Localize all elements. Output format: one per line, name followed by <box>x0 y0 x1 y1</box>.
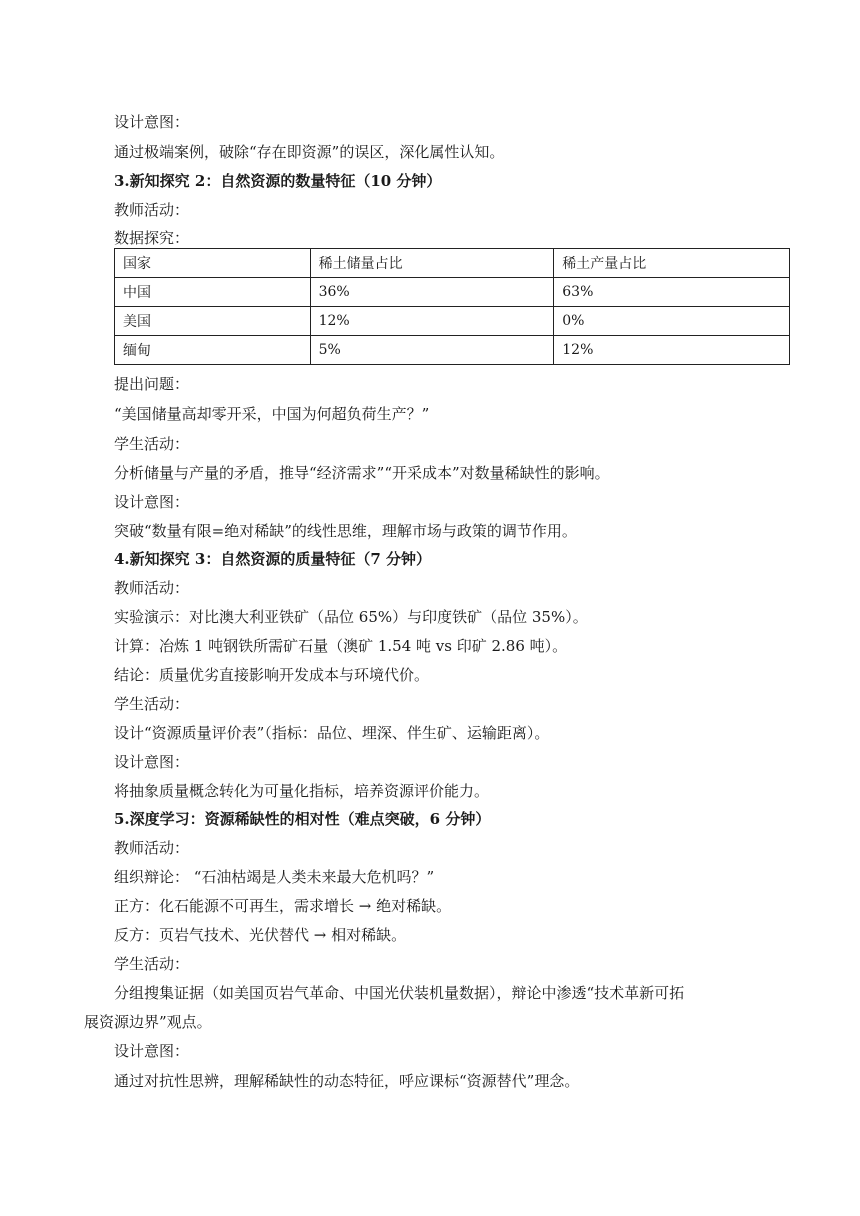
paragraph-label: 数据探究： <box>114 229 190 247</box>
paragraph-text: 正方：化石能源不可再生，需求增长 → 绝对稀缺。 <box>114 897 452 915</box>
table-cell: 36% <box>310 278 554 307</box>
table-cell: 缅甸 <box>115 336 311 365</box>
paragraph-text: 通过对抗性思辨，理解稀缺性的动态特征，呼应课标“资源替代”理念。 <box>114 1072 580 1090</box>
paragraph-label: 学生活动： <box>114 695 190 713</box>
paragraph-label: 教师活动： <box>114 579 190 597</box>
paragraph-text: 反方：页岩气技术、光伏替代 → 相对稀缺。 <box>114 926 407 944</box>
paragraph-label: 学生活动： <box>114 435 190 453</box>
section-heading: 5.深度学习：资源稀缺性的相对性（难点突破，6 分钟） <box>114 810 491 828</box>
paragraph-label: 设计意图： <box>114 1042 190 1060</box>
section-heading: 4.新知探究 3：自然资源的质量特征（7 分钟） <box>114 550 431 568</box>
paragraph-label: 设计意图： <box>114 753 190 771</box>
paragraph-label: 教师活动： <box>114 839 190 857</box>
paragraph-label: 学生活动： <box>114 955 190 973</box>
paragraph-text: 分组搜集证据（如美国页岩气革命、中国光伏装机量数据），辩论中渗透“技术革新可拓 <box>114 984 685 1002</box>
table-header-cell: 稀土储量占比 <box>310 249 554 278</box>
table-row <box>115 278 790 307</box>
table-cell: 63% <box>554 278 790 307</box>
table-header-row <box>115 249 790 278</box>
paragraph-text: 突破“数量有限=绝对稀缺”的线性思维，理解市场与政策的调节作用。 <box>114 522 577 540</box>
paragraph-label: 设计意图： <box>114 113 190 131</box>
paragraph-text: 通过极端案例，破除“存在即资源”的误区，深化属性认知。 <box>114 143 505 161</box>
paragraph-label: 设计意图： <box>114 493 190 511</box>
paragraph-text: 分析储量与产量的矛盾，推导“经济需求”“开采成本”对数量稀缺性的影响。 <box>114 464 610 482</box>
table-header-cell: 稀土产量占比 <box>554 249 790 278</box>
paragraph-label: 教师活动： <box>114 201 190 219</box>
rare-earth-table <box>114 248 790 365</box>
paragraph-text: 展资源边界”观点。 <box>84 1013 212 1031</box>
paragraph-label: 提出问题： <box>114 375 190 393</box>
table-cell: 中国 <box>115 278 311 307</box>
table-cell: 美国 <box>115 307 311 336</box>
table-cell: 12% <box>554 336 790 365</box>
paragraph-text: 计算：冶炼 1 吨钢铁所需矿石量（澳矿 1.54 吨 vs 印矿 2.86 吨）。 <box>114 637 568 655</box>
table-row <box>115 336 790 365</box>
table-cell: 0% <box>554 307 790 336</box>
paragraph-text: 将抽象质量概念转化为可量化指标，培养资源评价能力。 <box>114 782 490 800</box>
paragraph-text: 结论：质量优劣直接影响开发成本与环境代价。 <box>114 666 430 684</box>
section-heading: 3.新知探究 2：自然资源的数量特征（10 分钟） <box>114 172 442 190</box>
table-cell: 12% <box>310 307 554 336</box>
paragraph-text: “美国储量高却零开采，中国为何超负荷生产？” <box>114 405 430 423</box>
paragraph-text: 组织辩论： “石油枯竭是人类未来最大危机吗？” <box>114 868 435 886</box>
table-row <box>115 307 790 336</box>
table-header-cell: 国家 <box>115 249 311 278</box>
table-cell: 5% <box>310 336 554 365</box>
paragraph-text: 实验演示：对比澳大利亚铁矿（品位 65%）与印度铁矿（品位 35%）。 <box>114 608 588 626</box>
paragraph-text: 设计“资源质量评价表”（指标：品位、埋深、伴生矿、运输距离）。 <box>114 724 550 742</box>
